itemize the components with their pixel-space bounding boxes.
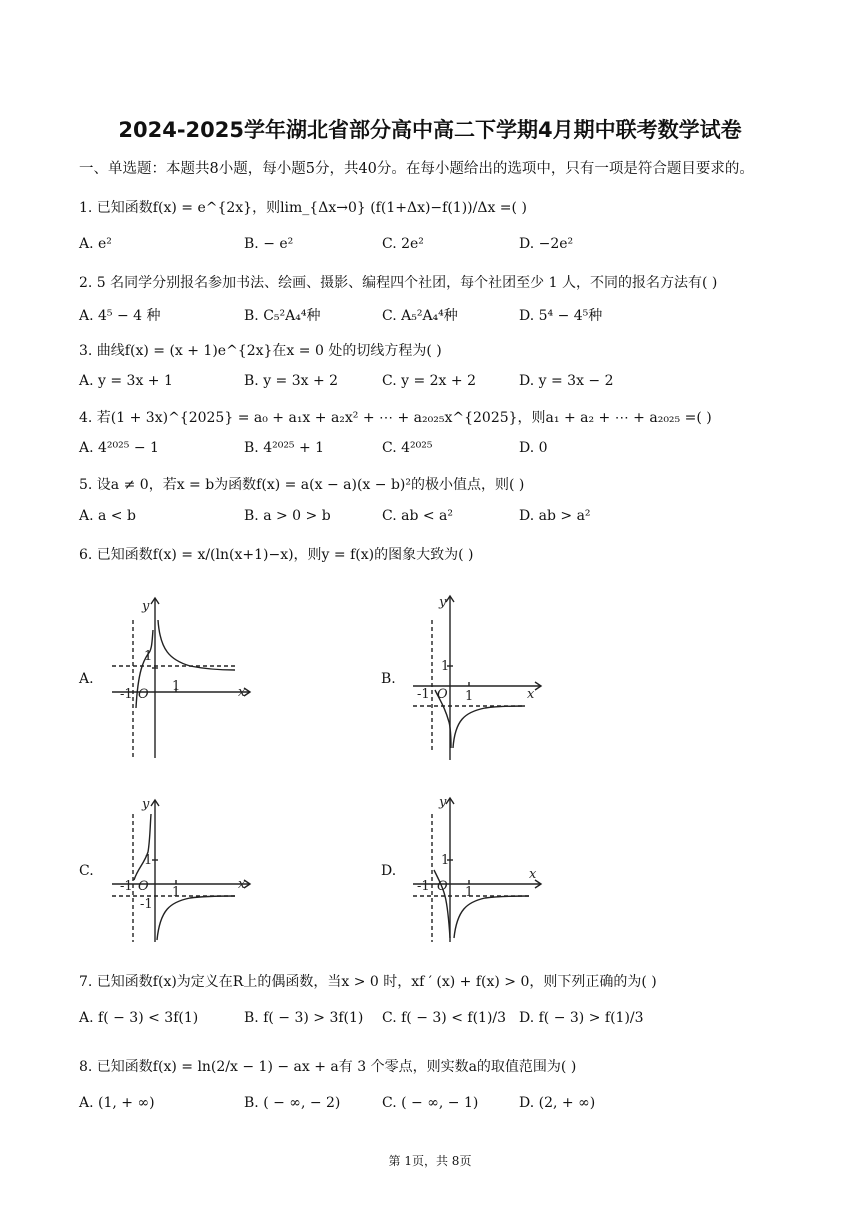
- one-label-x: 1: [465, 689, 474, 704]
- q7-option-d: D. f( − 3) > f(1)/3: [519, 1010, 644, 1026]
- neg-one-label: -1: [417, 687, 430, 702]
- neg-one-label-y: -1: [140, 897, 153, 912]
- q3-option-b: B. y = 3x + 2: [244, 373, 339, 389]
- one-label-y: 1: [441, 853, 450, 868]
- x-label: x: [527, 687, 535, 702]
- q8-option-c: C. ( − ∞, − 1): [382, 1095, 479, 1111]
- curve-right: [157, 896, 235, 940]
- origin-label: O: [437, 687, 448, 702]
- x-label: x: [238, 685, 246, 700]
- y-label: y: [439, 595, 447, 610]
- q4-option-a: A. 4²⁰²⁵ − 1: [79, 440, 159, 456]
- question-1-text: 1. 已知函数f(x) = e^{2x}，则lim_{Δx→0} (f(1+Δx)−f(1))/Δx =( ): [79, 200, 527, 216]
- curve-right: [453, 706, 525, 748]
- question-1-stem: [79, 197, 527, 217]
- origin-label: O: [138, 879, 149, 894]
- q8-option-d: D. (2, + ∞): [519, 1095, 596, 1111]
- q3-option-a: A. y = 3x + 1: [79, 373, 173, 389]
- one-label-y: 1: [144, 649, 153, 664]
- page-footer: 第 1页，共 8页: [388, 1154, 472, 1168]
- one-label-x: 1: [172, 679, 181, 694]
- question-6-stem: 6. 已知函数f(x) = x/(ln(x+1)−x)，则y = f(x)的图象大致为( ): [79, 547, 474, 563]
- q4-option-c: C. 4²⁰²⁵: [382, 440, 433, 456]
- one-label-x: 1: [172, 885, 181, 900]
- curve-right: [454, 896, 529, 938]
- neg-one-label: -1: [417, 879, 430, 894]
- q6-option-a-label: A.: [79, 671, 94, 687]
- q1-option-a: A. e²: [79, 236, 112, 252]
- q2-option-b: B. C₅²A₄⁴种: [244, 308, 321, 324]
- question-4-stem: 4. 若(1 + 3x)^{2025} = a₀ + a₁x + a₂x² + ⋯ + a₂₀₂₅x^{2025}，则a₁ + a₂ + ⋯ + a₂₀₂₅ =( ): [79, 410, 712, 426]
- curve-right: [158, 620, 235, 670]
- x-label: x: [238, 877, 246, 892]
- one-label-y: 1: [144, 853, 153, 868]
- q3-option-d: D. y = 3x − 2: [519, 373, 614, 389]
- q2-option-c: C. A₅²A₄⁴种: [382, 308, 458, 324]
- q8-option-b: B. ( − ∞, − 2): [244, 1095, 341, 1111]
- q7-option-b: B. f( − 3) > 3f(1): [244, 1010, 364, 1026]
- question-5-stem: 5. 设a ≠ 0，若x = b为函数f(x) = a(x − a)(x − b)²的极小值点，则( ): [79, 477, 525, 493]
- q2-option-d: D. 5⁴ − 4⁵种: [519, 308, 603, 324]
- y-label: y: [142, 797, 150, 812]
- q5-option-d: D. ab > a²: [519, 508, 591, 524]
- q5-option-c: C. ab < a²: [382, 508, 454, 524]
- x-label: x: [529, 867, 537, 882]
- q7-option-a: A. f( − 3) < 3f(1): [79, 1010, 199, 1026]
- question-2-stem: 2. 5 名同学分别报名参加书法、绘画、摄影、编程四个社团，每个社团至少 1 人，不同的报名方法有( ): [79, 275, 718, 291]
- q1-option-c: C. 2e²: [382, 236, 424, 252]
- neg-one-label: -1: [120, 687, 133, 702]
- q8-option-a: A. (1, + ∞): [79, 1095, 155, 1111]
- y-label: y: [142, 599, 150, 614]
- q4-option-d: D. 0: [519, 440, 548, 456]
- y-label: y: [439, 795, 447, 810]
- q4-option-b: B. 4²⁰²⁵ + 1: [244, 440, 325, 456]
- graph-b: [405, 590, 545, 762]
- q6-option-c-label: C.: [79, 863, 94, 879]
- graph-a: [100, 590, 260, 760]
- q1-option-d: D. −2e²: [519, 236, 574, 252]
- curve-left: [134, 814, 151, 880]
- q6-option-b-label: B.: [381, 671, 396, 687]
- one-label-y: 1: [441, 659, 450, 674]
- q5-option-a: A. a < b: [79, 508, 136, 524]
- origin-label: O: [138, 687, 149, 702]
- section-heading: [79, 157, 754, 178]
- section-heading-text: 一、单选题：本题共8小题，每小题5分，共40分。在每小题给出的选项中，只有一项是符合题目要求的。: [79, 161, 754, 177]
- q1-option-b: B. − e²: [244, 236, 294, 252]
- q7-option-c: C. f( − 3) < f(1)/3: [382, 1010, 507, 1026]
- q6-option-d-label: D.: [381, 863, 397, 879]
- graph-d: [405, 792, 545, 944]
- question-8-stem: 8. 已知函数f(x) = ln(2/x − 1) − ax + a有 3 个零点，则实数a的取值范围为( ): [79, 1059, 577, 1075]
- q3-option-c: C. y = 2x + 2: [382, 373, 476, 389]
- neg-one-label: -1: [120, 879, 133, 894]
- q2-option-a: A. 4⁵ − 4 种: [79, 308, 161, 324]
- origin-label: O: [437, 879, 448, 894]
- graph-c: [100, 792, 260, 944]
- q5-option-b: B. a > 0 > b: [244, 508, 331, 524]
- question-3-stem: 3. 曲线f(x) = (x + 1)e^{2x}在x = 0 处的切线方程为( ): [79, 343, 442, 359]
- page-title: 2024-2025学年湖北省部分高中高二下学期4月期中联考数学试卷: [118, 118, 742, 142]
- question-7-stem: 7. 已知函数f(x)为定义在R上的偶函数，当x > 0 时，xf ′ (x) + f(x) > 0，则下列正确的为( ): [79, 974, 657, 990]
- one-label-x: 1: [465, 885, 474, 900]
